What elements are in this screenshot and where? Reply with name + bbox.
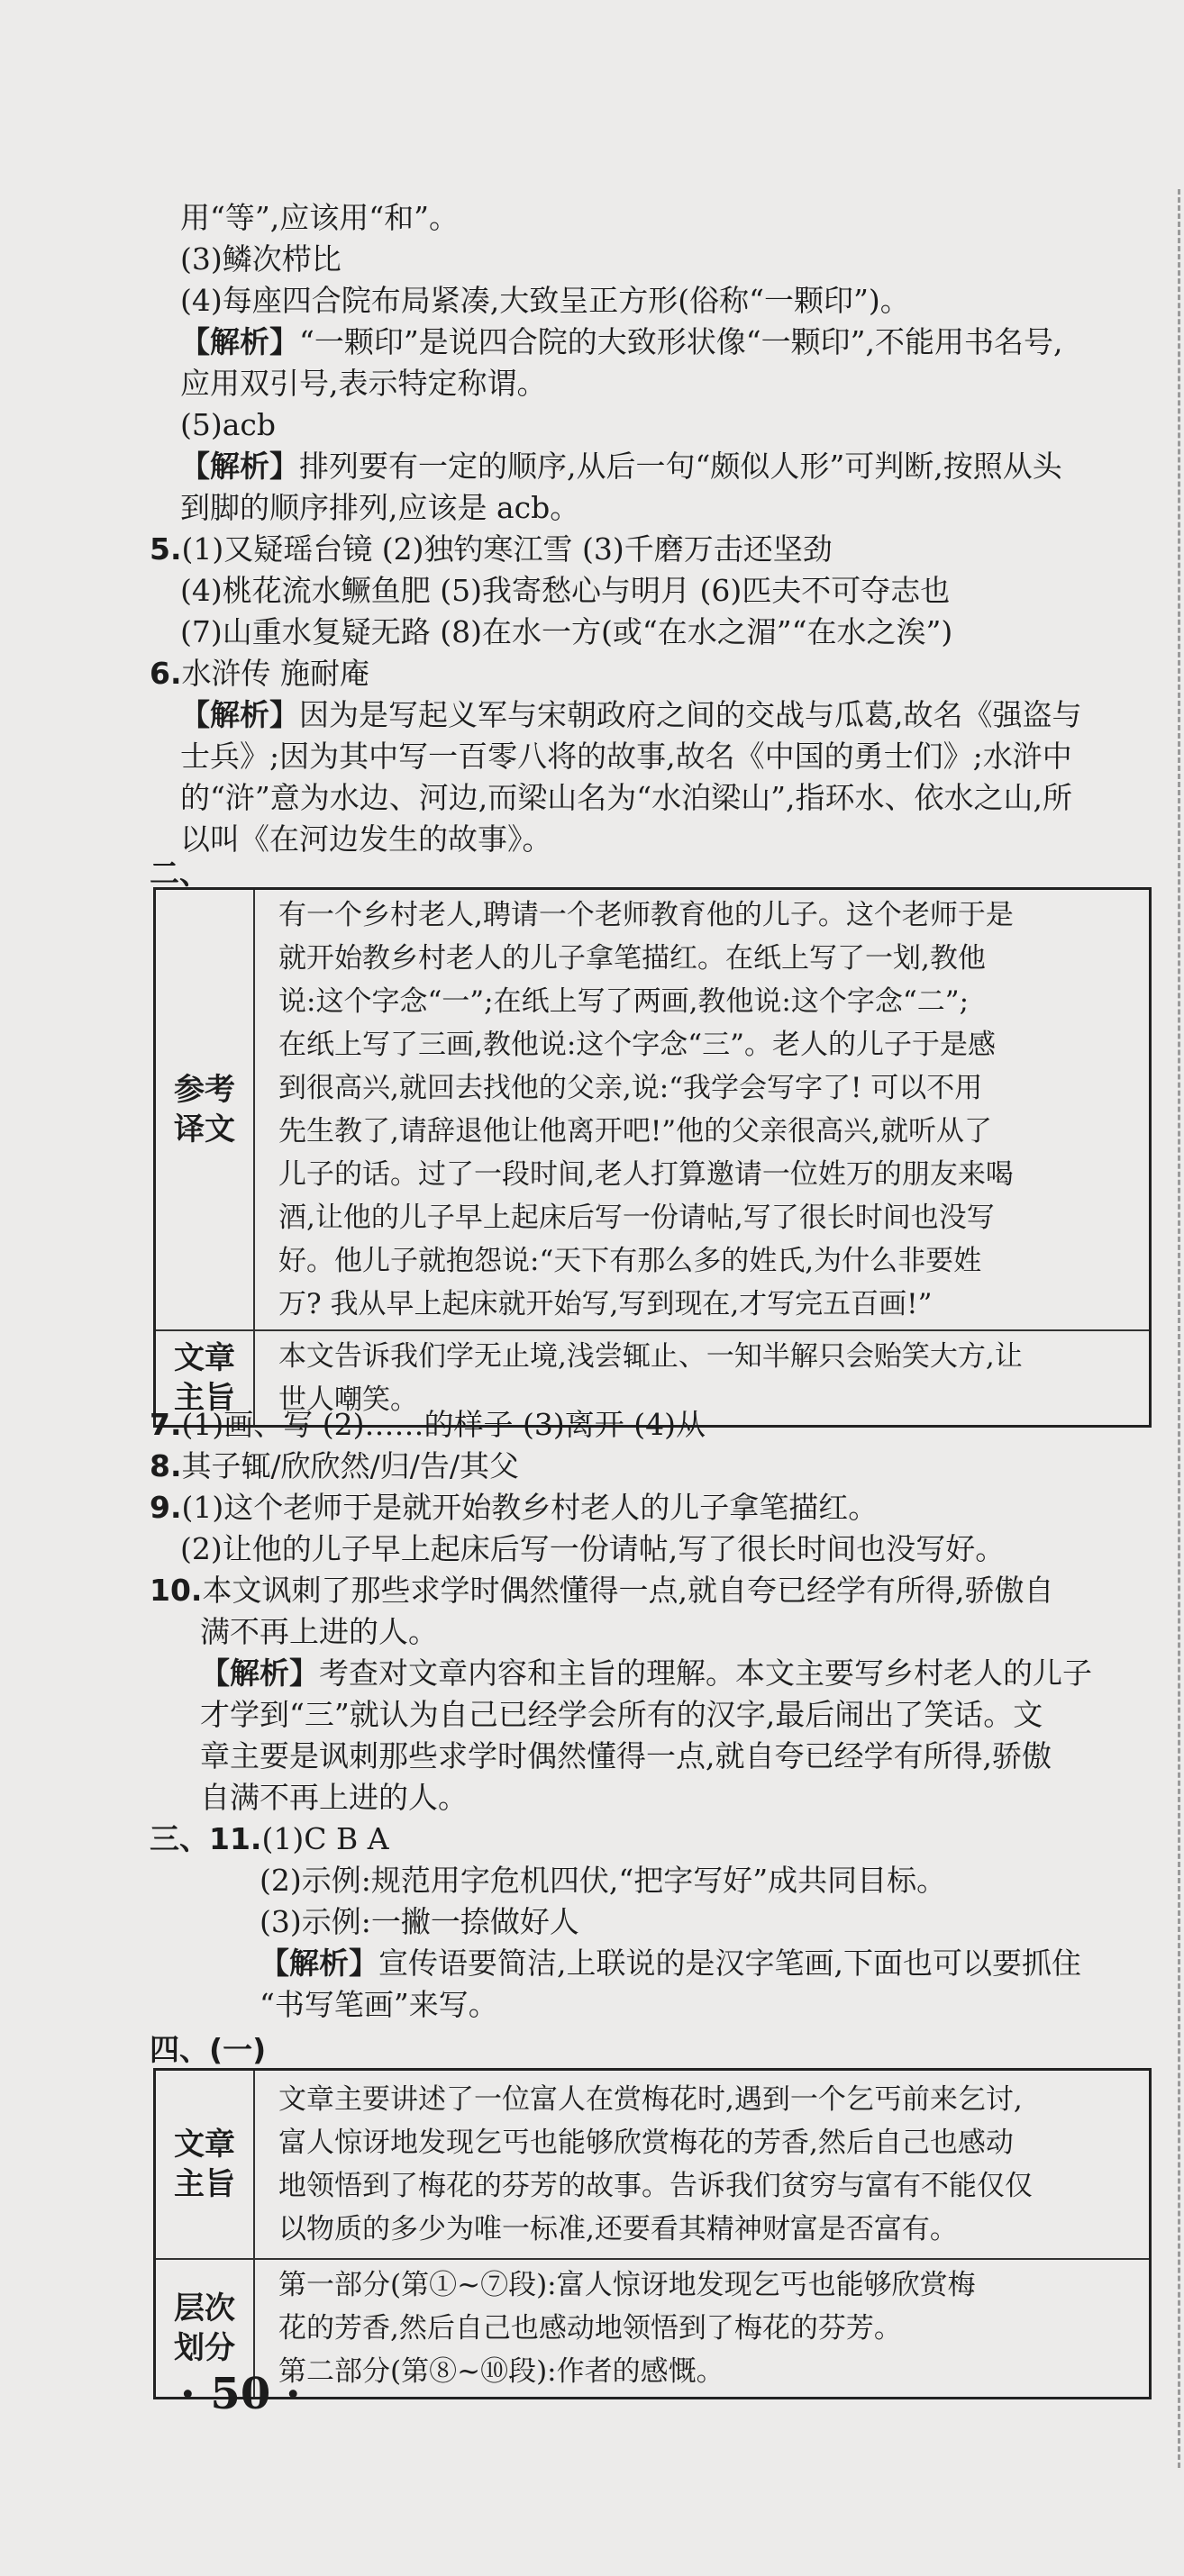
question-number: 11. — [209, 1821, 262, 1856]
text-line: 章主要是讽刺那些求学时偶然懂得一点,就自夸已经学有所得,骄傲 — [200, 1738, 1052, 1773]
cut-line — [1178, 189, 1180, 2468]
theme-text: 本文告诉我们学无止境,浅尝辄止、一知半解只会贻笑大方,让 世人嘲笑。 — [254, 1330, 1151, 1427]
text-line: 到脚的顺序排列,应该是 acb。 — [180, 490, 580, 525]
text-line: 满不再上进的人。 — [200, 1614, 438, 1649]
question-7: 7.(1)画、写 (2)……的样子 (3)离开 (4)从 — [150, 1407, 706, 1442]
question-9: 9.(1)这个老师于是就开始教乡村老人的儿子拿笔描红。 — [150, 1490, 879, 1525]
analysis-line: 【解析】考查对文章内容和主旨的理解。本文主要写乡村老人的儿子 — [200, 1655, 1092, 1691]
text-line: 用“等”,应该用“和”。 — [180, 200, 459, 235]
text-line: (2)让他的儿子早上起床后写一份请帖,写了很长时间也没写好。 — [180, 1531, 1006, 1566]
question-11: 三、11.(1)C B A — [150, 1821, 389, 1856]
question-number: 7. — [150, 1407, 182, 1442]
text-line: 士兵》;因为其中写一百零八将的故事,故名《中国的勇士们》;水浒中 — [180, 739, 1072, 774]
section-heading: 三、 — [150, 1821, 209, 1856]
text-line: 自满不再上进的人。 — [200, 1780, 468, 1815]
text-line: 以叫《在河边发生的故事》。 — [180, 821, 552, 857]
text-line: 的“浒”意为水边、河边,而梁山名为“水泊梁山”,指环水、依水之山,所 — [180, 780, 1072, 815]
page-number: · 50 · — [180, 2369, 301, 2419]
question-5: 5.(1)又疑瑶台镜 (2)独钓寒江雪 (3)千磨万击还坚劲 — [150, 531, 833, 567]
table-label: 文章 主旨 — [155, 2070, 255, 2259]
question-10: 10.本文讽刺了那些求学时偶然懂得一点,就自夸已经学有所得,骄傲自 — [150, 1573, 1054, 1608]
structure-text: 第一部分(第①~⑦段):富人惊讶地发现乞丐也能够欣赏梅 花的芳香,然后自己也感动地领悟到了梅花的芬芳。 第二部分(第⑧~⑩段):作者的感慨。 — [254, 2259, 1151, 2399]
question-8: 8.其子辄/欣欣然/归/告/其父 — [150, 1448, 519, 1483]
question-number: 5. — [150, 531, 182, 567]
text-line: (3)鳞次栉比 — [180, 241, 342, 277]
question-6: 6.水浒传 施耐庵 — [150, 656, 369, 691]
table-label: 层次 划分 — [155, 2259, 255, 2399]
text-line: 才学到“三”就认为自己已经学会所有的汉字,最后闹出了笑话。文 — [200, 1697, 1043, 1732]
text-line: “书写笔画”来写。 — [260, 1987, 498, 2022]
section-heading: 二、 — [150, 856, 209, 891]
analysis-tag: 【解析】 — [260, 1946, 378, 1981]
table-label: 文章 主旨 — [155, 1330, 255, 1427]
analysis-tag: 【解析】 — [180, 324, 299, 359]
text-line: (2)示例:规范用字危机四伏,“把字写好”成共同目标。 — [260, 1863, 947, 1898]
translation-text: 有一个乡村老人,聘请一个老师教育他的儿子。这个老师于是 就开始教乡村老人的儿子拿笔描红。在纸上写了一划,教他 说:这个字念“一”;在纸上写了两画,教他说:这个字念“二”; 在纸上写了三画,教他说:这个字念“三”。老人的儿子于是感 到很高兴,就回去找他的父亲,说:“我学会写字了! 可以不用 先生教了,请辞退他让他离开吧!”他的父亲很高兴,就听从了 儿子的话。过了一段时间,老人打算邀请一位姓万的朋友来喝 酒,让他的儿子早上起床后写一份请帖,写了很长时间也没写 好。他儿子就抱怨说:“天下有那么多的姓氏,为什么非要姓 万? 我从早上起床就开始写,写到现在,才写完五百画!” — [254, 889, 1151, 1331]
text-line: (5)acb — [180, 407, 277, 442]
question-number: 8. — [150, 1448, 182, 1483]
text-line: (4)桃花流水鳜鱼肥 (5)我寄愁心与明月 (6)匹夫不可夺志也 — [180, 573, 951, 608]
analysis-line: 【解析】因为是写起义军与宋朝政府之间的交战与瓜葛,故名《强盗与 — [180, 697, 1082, 732]
analysis-tag: 【解析】 — [180, 449, 299, 484]
analysis-line: 【解析】“一颗印”是说四合院的大致形状像“一颗印”,不能用书名号, — [180, 324, 1063, 359]
question-number: 6. — [150, 656, 182, 691]
translation-table — [153, 887, 1152, 1428]
analysis-line: 【解析】宣传语要简洁,上联说的是汉字笔画,下面也可以要抓住 — [260, 1946, 1081, 1981]
analysis-tag: 【解析】 — [200, 1655, 319, 1691]
analysis-tag: 【解析】 — [180, 697, 299, 732]
theme-text: 文章主要讲述了一位富人在赏梅花时,遇到一个乞丐前来乞讨, 富人惊讶地发现乞丐也能够欣赏梅花的芳香,然后自己也感动 地领悟到了梅花的芬芳的故事。告诉我们贫穷与富有不能仅仅 以物质的多少为唯一标准,还要看其精神财富是否富有。 — [254, 2070, 1151, 2259]
question-number: 9. — [150, 1490, 182, 1525]
text-line: (3)示例:一撇一捺做好人 — [260, 1904, 579, 1939]
question-number: 10. — [150, 1573, 203, 1608]
table-label: 参考 译文 — [155, 889, 255, 1331]
text-line: (4)每座四合院布局紧凑,大致呈正方形(俗称“一颗印”)。 — [180, 283, 910, 318]
analysis-line: 【解析】排列要有一定的顺序,从后一句“颇似人形”可判断,按照从头 — [180, 449, 1062, 484]
text-line: (7)山重水复疑无路 (8)在水一方(或“在水之湄”“在水之涘”) — [180, 614, 953, 649]
section-heading: 四、(一) — [150, 2032, 267, 2067]
text-line: 应用双引号,表示特定称谓。 — [180, 366, 547, 401]
summary-table — [153, 2068, 1152, 2399]
